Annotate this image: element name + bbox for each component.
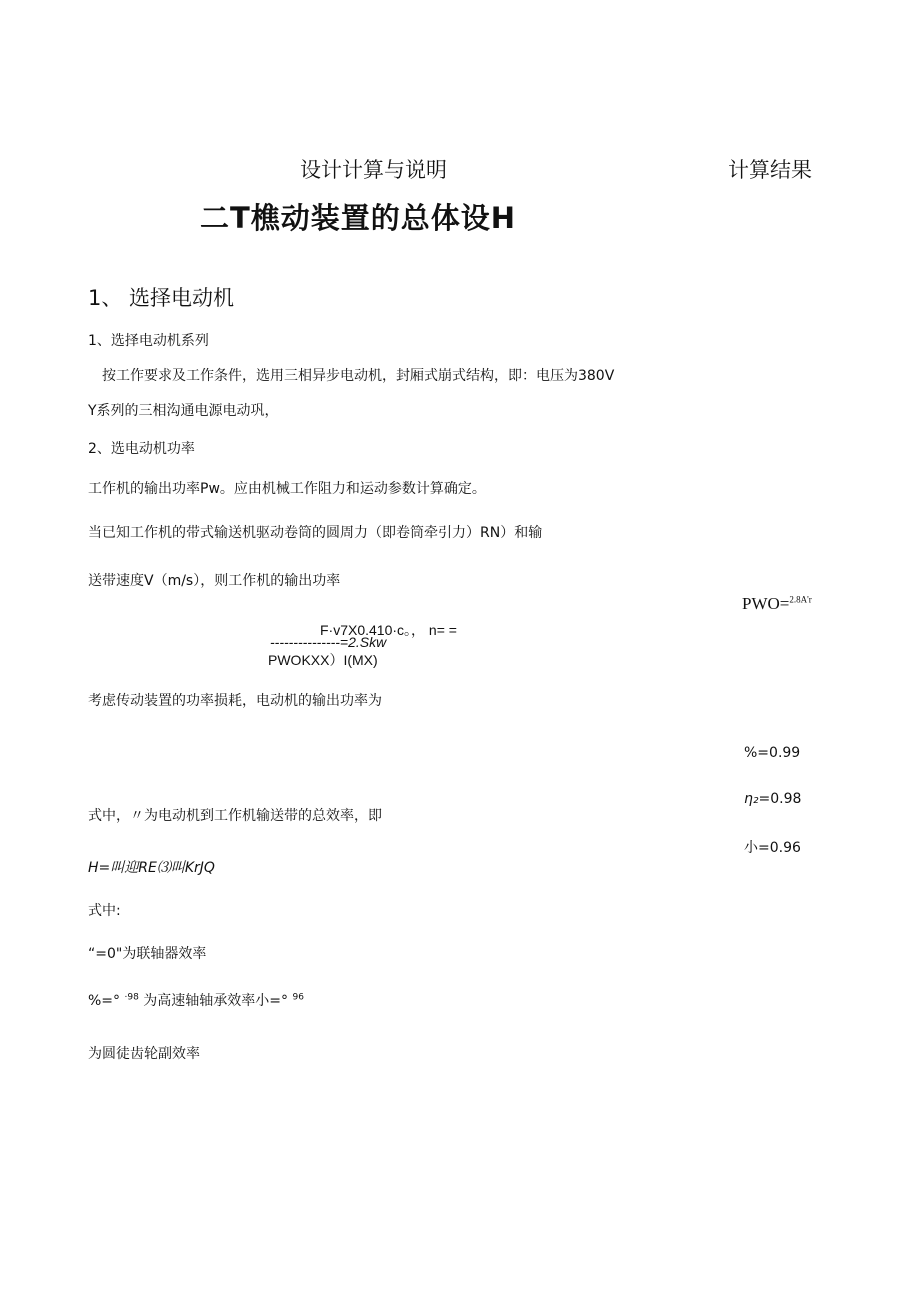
subsection-motor-power: 2、选电动机功率 [88,441,195,457]
subsection-motor-series: 1、选择电动机系列 [88,333,209,349]
bearing-value: ·98 [124,992,139,1003]
paragraph-motor-type: Y系列的三相沟通电源电动巩， [88,403,279,419]
result-efficiency-3: 小=0.96 [744,840,801,856]
line-bearing-efficiency [88,990,304,1010]
paragraph-drum-force: 当已知工作机的带式输送机驱动卷筒的圆周力（即卷筒牵引力）RN）和输 [88,525,543,541]
formula-efficiency: H=叫迎RE⑶叫KrJQ [88,860,215,876]
result-efficiency-2-value: =0.98 [758,791,802,807]
result-efficiency-2 [744,791,801,807]
bearing-text: 为高速轴轴承效率小=° [143,993,289,1009]
result-pwo [742,594,812,614]
paragraph-total-efficiency: 式中，〃为电动机到工作机输送带的总效率，即 [88,808,382,824]
line-gear-efficiency: 为圆徒齿轮副效率 [88,1046,200,1062]
paragraph-motor-selection: 按工作要求及工作条件，选用三相异步电动机，封厢式崩式结构，即：电压为380V [102,368,615,384]
result-pwo-label: PWO= [742,594,790,613]
result-efficiency-2-symbol: η₂ [744,791,759,807]
result-pwo-value: 2.8A'r [789,594,812,605]
paragraph-power-loss: 考虑传动装置的功率损耗，电动机的输出功率为 [88,693,382,709]
column-header-design: 设计计算与说明 [300,158,447,182]
formula-fraction-line: ---------------=2.Skw [270,634,387,650]
bearing-symbol: %=° [88,993,121,1009]
line-coupling-efficiency: “=0"为联轴器效率 [88,946,207,962]
formula-numerator: F·v7X0.410·c。， n= = [320,622,457,638]
gear-value: 96 [292,992,304,1003]
paragraph-belt-speed: 送带速度V（m/s），则工作机的输出功率 [88,573,341,589]
paragraph-output-power: 工作机的输出功率Pw。应由机械工作阻力和运动参数计算确定。 [88,481,486,497]
formula-denominator: PWOKXX）I(MX) [268,652,378,668]
label-where: 式中: [88,903,121,919]
result-efficiency-1: %=0.99 [744,745,801,761]
section-heading: 1、 选择电动机 [88,286,235,310]
column-header-result: 计算结果 [728,158,812,182]
chapter-title: 二T樵动装置的总体设H [200,201,517,235]
